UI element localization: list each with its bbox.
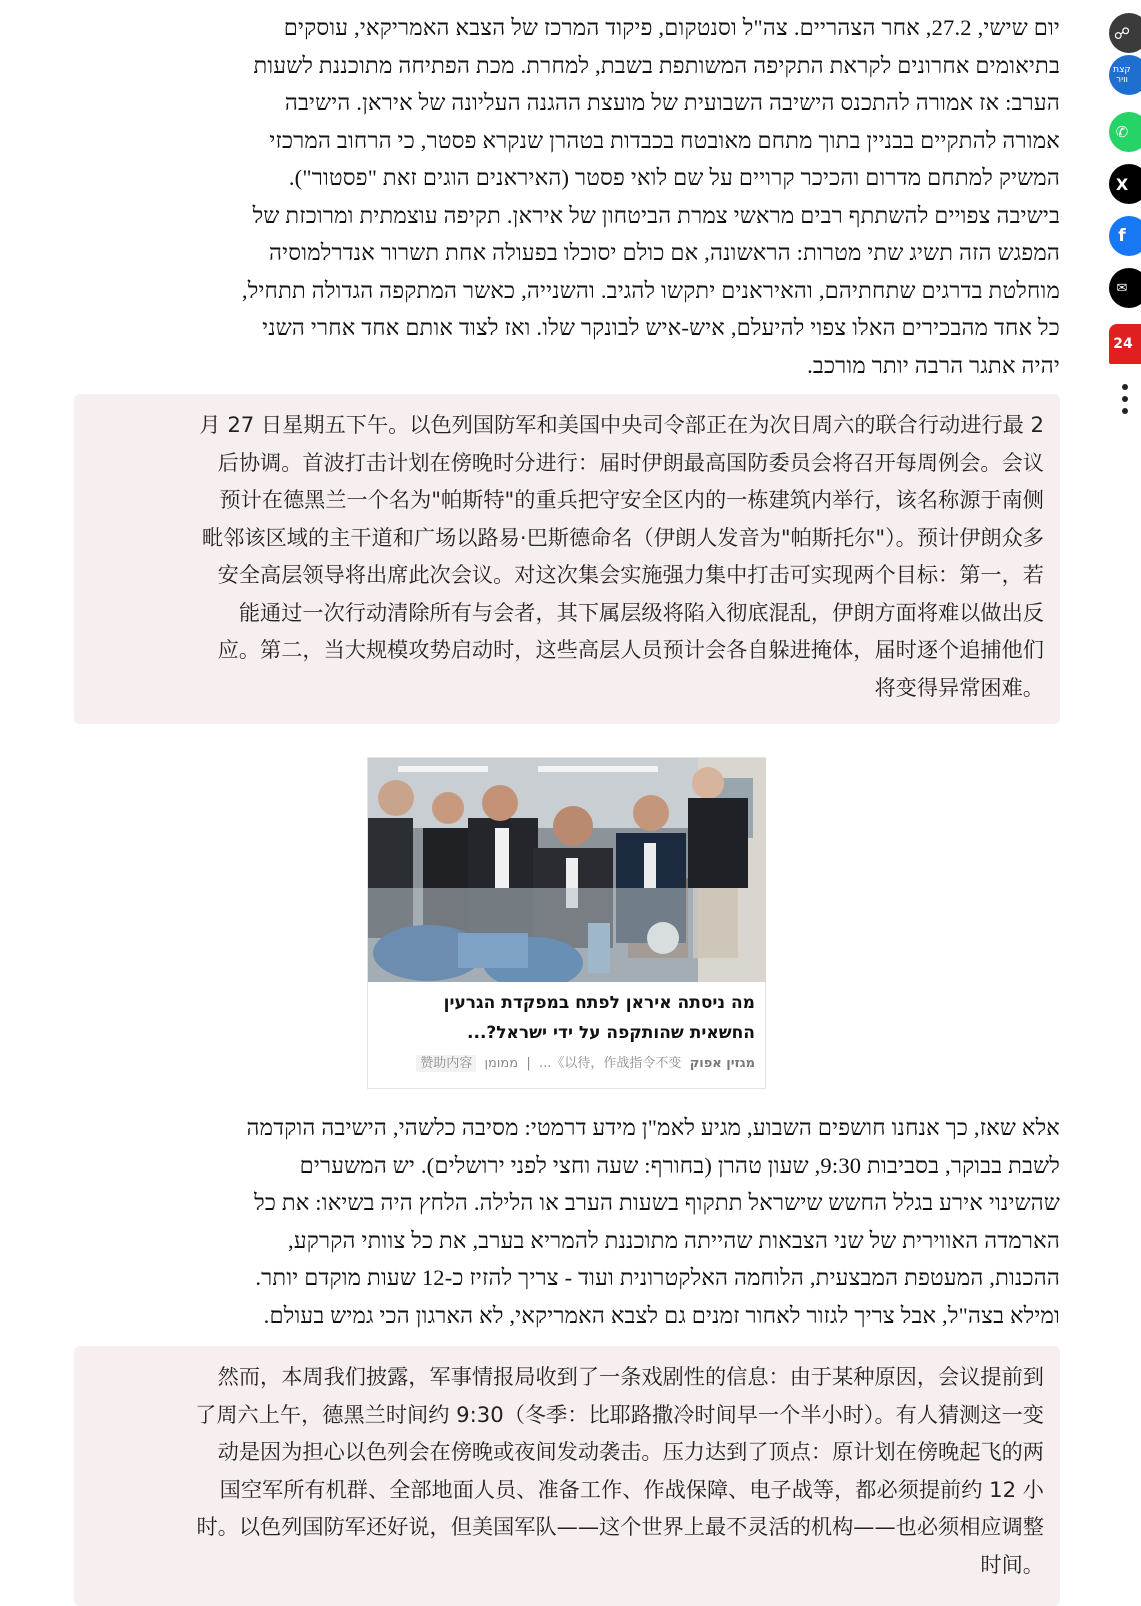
- paragraph-line: המפגש הזה תשיג שתי מטרות: הראשונה, אם כולם יסוכלו בפעולה אחת תשרור אנדרלמוסיה: [269, 240, 1060, 265]
- more-options-icon[interactable]: [1121, 383, 1129, 415]
- facebook-icon: f: [1118, 226, 1126, 246]
- paragraph-line: מוחלטת בדרגים שתחתיהם, והאיראנים יתקשו להגיב. והשנייה, כאשר המתקפה הגדולה תתחיל,: [241, 277, 1060, 303]
- whatsapp-icon: ✆: [1115, 123, 1129, 141]
- short-link-label: קצת וויר: [1113, 65, 1131, 85]
- translation-line: 。时间: [980, 1551, 1044, 1577]
- x-icon: X: [1115, 174, 1129, 194]
- paragraph-line: אמורה להתקיים בבניין בתוך מתחם מאובטח בכבדות בטהרן שנקרא פסטר, כי הרחוב המרכזי: [269, 127, 1060, 153]
- paragraph-line: שהשינוי אירע בגלל החשש שישראל תתקוף בשעות הערב או הלילה. הלחץ היה בשיאו: את כל: [254, 1190, 1060, 1215]
- facebook-share-button[interactable]: [1109, 216, 1141, 256]
- comments-button[interactable]: [1109, 324, 1141, 364]
- promo-teaser: 以待，作战指令不变》...: [539, 1056, 682, 1071]
- translation-line: 毗邻该区域的主干道和广场以路易·巴斯德命名（伊朗人发音为"帕斯托尔"）。预计伊朗众多: [202, 524, 1044, 550]
- paragraph-line: ההכנות, המעטפת המבצעית, הלוחמה האלקטרונית ועוד - צריך להזיז כ-12 שעות מוקדם יותר.: [255, 1265, 1060, 1290]
- translation-line: 然而，本周我们披露，军事情报局收到了一条戏剧性的信息：由于某种原因，会议提前到: [217, 1364, 1044, 1389]
- short-link-button[interactable]: [1109, 55, 1141, 95]
- translation-line: 月 27 日星期五下午。以色列国防军和美国中央司令部正在为次日周六的联合行动进行最 2: [199, 412, 1044, 437]
- link-share-button[interactable]: [1109, 13, 1141, 53]
- paragraph-line: כל אחד מהבכירים האלו צפוי להיעלם, איש-איש לבונקר שלו. ואז לצוד אותם אחד אחרי השני: [262, 315, 1060, 340]
- paragraph-line: בתיאומים אחרונים לקראת התקיפה המשותפת בשבת, למחרת. מכת הפתיחה מתוכננת לשעות: [253, 52, 1060, 78]
- translation-line: 能通过一次行动清除所有与会者，其下属层级将陷入彻底混乱，伊朗方面将难以做出反: [238, 599, 1044, 625]
- whatsapp-share-button[interactable]: [1109, 112, 1141, 152]
- translation-line: 预计在德黑兰一个名为"帕斯特"的重兵把守安全区内的一栋建筑内举行，该名称源于南侧: [219, 487, 1044, 512]
- paragraph-line: יום שישי, 27.2, אחר הצהריים. צה"ל וסנטקום, פיקוד המרכז של הצבא האמריקאי, עוסקים: [283, 15, 1060, 40]
- comments-count: 24: [1113, 336, 1133, 352]
- promo-sponsored-label: ממומן: [484, 1056, 519, 1071]
- translation-line: 了周六上午，德黑兰时间约 9:30（冬季：比耶路撒冷时间早一个半小时）。有人猜测这一变: [195, 1401, 1044, 1427]
- paragraph-line: הערב: אז אמורה להתכנס הישיבה השבועית של מועצת ההגנה העליונה של איראן. הישיבה: [284, 90, 1060, 115]
- paragraph-line: המשיק למתחם מדרום והכיכר קרויים על שם לואי פסטר (האיראנים הוגים זאת "פסטור").: [288, 165, 1060, 190]
- article-paragraph-2: [84, 1109, 1060, 1334]
- translation-line: 安全高层领导将出席此次会议。对这次集会实施强力集中打击可实现两个目标：第一，若: [217, 562, 1044, 587]
- article-paragraph-1: [84, 9, 1060, 384]
- email-icon: ✉: [1116, 280, 1128, 296]
- paragraph-line: לשבת בבוקר, בסביבות 9:30, שעון טהרן (בחורף: שעה וחצי לפני ירושלים). יש המשערים: [299, 1152, 1060, 1178]
- translation-line: 后协调。首波打击计划在傍晚时分进行：届时伊朗最高国防委员会将召开每周例会。会议: [217, 449, 1044, 475]
- promo-title-line[interactable]: מה ניסתה איראן לפתח במפקדת הגרעין: [443, 993, 755, 1013]
- translation-box-1: [74, 394, 1060, 724]
- paragraph-line: הארמדה האווירית של שני הצבאות שהייתה מתוכננת להמריא בערב, את כל צוותי הקרקע,: [288, 1227, 1060, 1253]
- x-share-button[interactable]: [1109, 164, 1141, 204]
- translation-line: 国空军所有机群、全部地面人员、准备工作、作战保障、电子战等，都必须提前约 12 小: [219, 1476, 1044, 1502]
- paragraph-line: יהיה אתגר הרבה יותר מורכב.: [807, 352, 1060, 378]
- link-icon: ☍: [1113, 23, 1131, 43]
- promo-separator: |: [526, 1056, 531, 1071]
- paragraph-line: אלא שאז, כך אנחנו חושפים השבוע, מגיע לאמ"ן מידע דרמטי: מסיבה כלשהי, הישיבה הוקדמה: [246, 1115, 1060, 1140]
- translation-box-2: [74, 1346, 1060, 1606]
- translation-line: 应。第二，当大规模攻势启动时，这些高层人员预计会各自躲进掩体，届时逐个追捕他们: [217, 637, 1044, 662]
- translation-line: 动是因为担心以色列会在傍晚或夜间发动袭击。压力达到了顶点：原计划在傍晚起飞的两: [217, 1439, 1044, 1464]
- promo-meta: [416, 1052, 755, 1071]
- translation-line: 时。以色列国防军还好说，但美国军队——这个世界上最不灵活的机构——也必须相应调整: [196, 1514, 1044, 1539]
- promo-photo[interactable]: [368, 758, 766, 982]
- email-share-button[interactable]: [1109, 268, 1141, 308]
- promo-sponsored-translation: 赞助内容: [416, 1055, 476, 1072]
- promoted-article-card[interactable]: [367, 757, 766, 1089]
- paragraph-line: ומילא בצה"ל, אבל צריך לגזור לאחור זמנים גם לצבא האמריקאי, לא הארגון הכי גמיש בעולם.: [263, 1302, 1060, 1328]
- promo-title-line[interactable]: החשאית שהותקפה על ידי ישראל?...: [467, 1023, 755, 1043]
- promo-title[interactable]: [375, 988, 755, 1048]
- paragraph-line: בישיבה צפויים להשתתף רבים מראשי צמרת הביטחון של איראן. תקיפה עוצמתית ומרוכזת של: [252, 202, 1060, 228]
- translation-line: 。将变得异常困难: [874, 674, 1044, 700]
- promo-source[interactable]: מגזין אפוק: [689, 1056, 755, 1071]
